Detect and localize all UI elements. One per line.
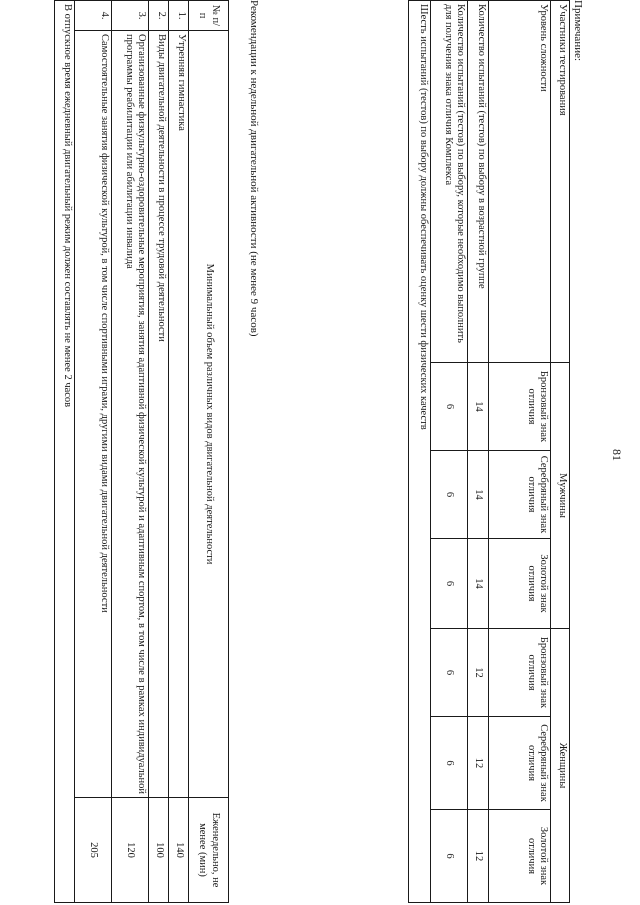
cell-value: 6 <box>431 717 468 810</box>
women-bronze-header: Бронзовый знак отличия <box>489 629 551 717</box>
cell-value: 6 <box>431 363 468 451</box>
row-number: 3. <box>112 1 149 31</box>
table-footer-note: Шесть испытаний (тестов) по выбору должны обеспечивать оценку шести физических качеств <box>409 1 431 903</box>
women-silver-header: Серебряный знак отличия <box>489 717 551 810</box>
row-label: Количество испытаний (тестов) по выбору в возрастной группе <box>468 1 489 363</box>
participants-label: Участники тестирования <box>551 1 570 363</box>
row-number: 4. <box>75 1 112 31</box>
row-text: Утренняя гимнастика <box>169 31 189 798</box>
row-text: Виды двигательной деятельности в процессе трудовой деятельности <box>149 31 169 798</box>
men-silver-header: Серебряный знак отличия <box>489 451 551 539</box>
table-row <box>112 1 149 903</box>
level-label: Уровень сложности <box>489 1 551 363</box>
row-value: 120 <box>112 798 149 903</box>
cell-value: 14 <box>468 363 489 451</box>
men-header: Мужчины <box>551 363 570 629</box>
col-activity-header: Минимальный объем различных видов двигательной деятельности <box>189 31 229 798</box>
cell-value: 14 <box>468 539 489 629</box>
cell-value: 12 <box>468 629 489 717</box>
table-row <box>468 1 489 903</box>
section-title: Рекомендации к недельной двигательной активности (не менее 9 часов) <box>248 0 260 337</box>
row-label: Количество испытаний (тестов) по выбору, которые необходимо выполнить для получения знака отличия Комплекса <box>431 1 468 363</box>
cell-value: 6 <box>431 810 468 903</box>
row-number: 2. <box>149 1 169 31</box>
row-number: 1. <box>169 1 189 31</box>
testing-levels-table <box>408 0 570 903</box>
cell-value: 6 <box>431 451 468 539</box>
table-row <box>431 1 468 903</box>
col-weekly-header: Еженедельно, не менее (мин) <box>189 798 229 903</box>
col-num-header: № п/п <box>189 1 229 31</box>
row-text: Организованные физкультурно-оздоровительные мероприятия, занятия адаптивной физической культурой и адаптивным спортом, в том числе в рамках индивидуальной программы реабилитации или абилитации инвалида <box>112 31 149 798</box>
table-row <box>149 1 169 903</box>
row-value: 205 <box>75 798 112 903</box>
men-gold-header: Золотой знак отличия <box>489 539 551 629</box>
row-value: 140 <box>169 798 189 903</box>
cell-value: 6 <box>431 539 468 629</box>
women-header: Женщины <box>551 629 570 903</box>
women-gold-header: Золотой знак отличия <box>489 810 551 903</box>
table-footer-note: В отпускное время ежедневный двигательный режим должен составлять не менее 2 часов <box>55 1 75 903</box>
cell-value: 6 <box>431 629 468 717</box>
row-value: 100 <box>149 798 169 903</box>
note-title: Примечание: <box>572 0 584 62</box>
weekly-activity-table <box>54 0 229 903</box>
table-row <box>75 1 112 903</box>
cell-value: 14 <box>468 451 489 539</box>
cell-value: 12 <box>468 717 489 810</box>
men-bronze-header: Бронзовый знак отличия <box>489 363 551 451</box>
cell-value: 12 <box>468 810 489 903</box>
table-row <box>169 1 189 903</box>
page-number: 81 <box>610 449 624 461</box>
row-text: Самостоятельные занятия физической культурой, в том числе спортивными играми, другими видами двигательной деятельности <box>75 31 112 798</box>
